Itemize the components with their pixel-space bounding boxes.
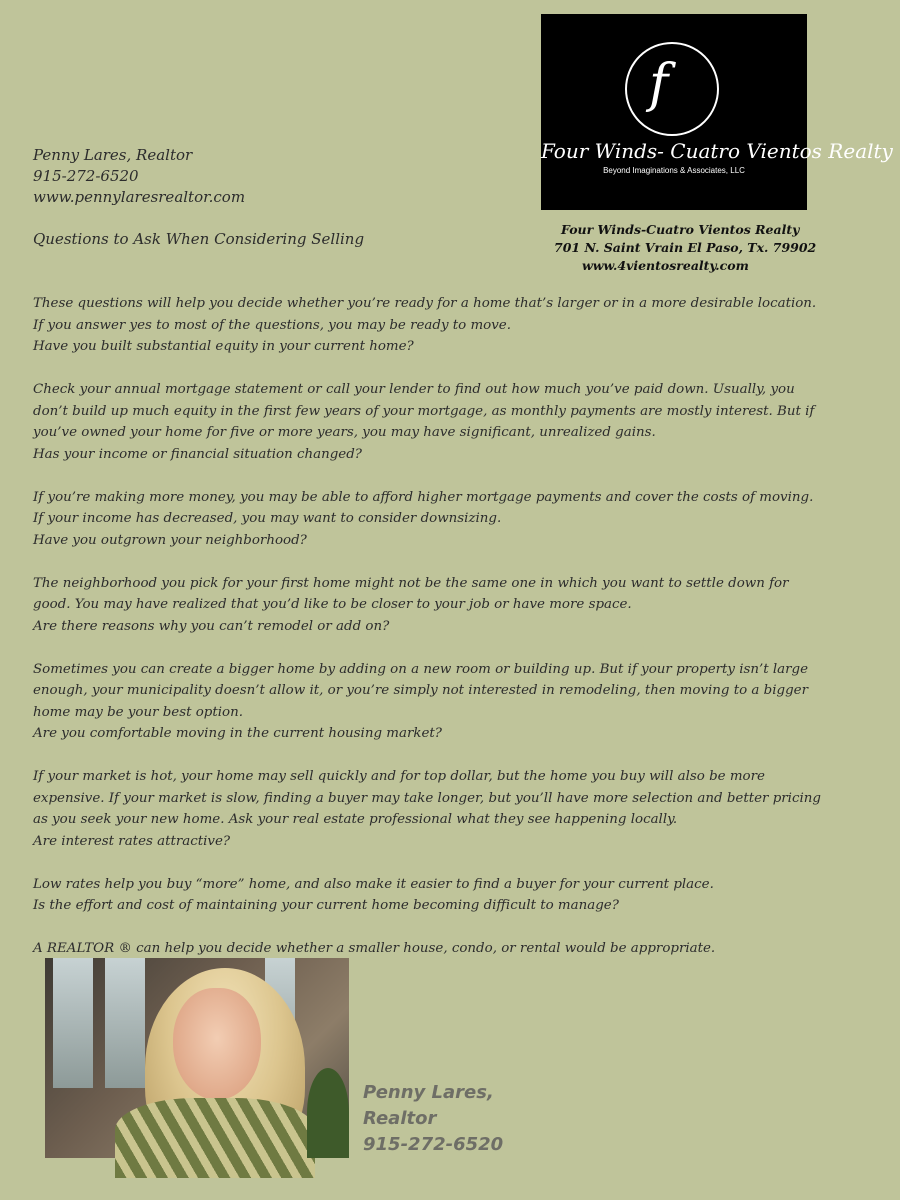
photo-plant	[307, 1068, 349, 1158]
photo-shirt	[115, 1098, 315, 1178]
answer-2: If you’re making more money, you may be able to afford higher mortgage payments and cover the costs of moving. If your income has decreased, you may want to consider downsizing.	[33, 489, 814, 526]
agent-website[interactable]: www.pennylaresrealtor.com	[33, 188, 246, 206]
signature-title: Realtor	[363, 1108, 437, 1129]
logo-tagline: Beyond Imaginations & Associates, LLC	[603, 166, 745, 175]
answer-6: Low rates help you buy “more” home, and also make it easier to find a buyer for your current place.	[33, 876, 714, 892]
answer-1: Check your annual mortgage statement or call your lender to find out how much you’ve paid down. Usually, you don’t build up much equity in the first few years of your mortgage, as monthly payments are mostly interest. But if you’ve owned your home for five or more years, you may have significant, unrealized gains.	[33, 382, 815, 440]
question-4: Are there reasons why you can’t remodel or add on?	[33, 618, 390, 634]
closing-paragraph: A REALTOR ® can help you decide whether a smaller house, condo, or rental would be appropriate.	[33, 941, 716, 956]
agent-name: Penny Lares, Realtor	[33, 146, 193, 164]
signature-name: Penny Lares,	[363, 1082, 494, 1103]
company-logo	[541, 14, 893, 210]
company-address: 701 N. Saint Vrain El Paso, Tx. 79902	[554, 240, 817, 255]
photo-window	[53, 958, 93, 1088]
answer-5: If your market is hot, your home may sell quickly and for top dollar, but the home you buy will also be more expensive. If your market is slow, finding a buyer may take longer, but you’ll have more selection and better pricing as you seek your new home. Ask your real estate professional what they see happening locally.	[33, 769, 821, 827]
photo-window	[105, 958, 145, 1088]
logo-circle-icon	[625, 42, 719, 136]
signature-phone: 915-272-6520	[363, 1134, 504, 1155]
logo-monogram: f	[649, 54, 669, 114]
question-1: Have you built substantial equity in your current home?	[33, 339, 414, 354]
agent-photo	[45, 958, 349, 1158]
company-info	[548, 221, 816, 275]
signature-block	[363, 1080, 503, 1158]
question-7: Is the effort and cost of maintaining your current home becoming difficult to manage?	[33, 898, 619, 913]
photo-face	[173, 988, 261, 1100]
company-website[interactable]: www.4vientosrealty.com	[582, 258, 749, 273]
question-6: Are interest rates attractive?	[33, 833, 231, 849]
answer-3: The neighborhood you pick for your first home might not be the same one in which you want to settle down for good. You may have realized that you’d like to be closer to your job or have more space.	[33, 575, 789, 612]
intro-paragraph: These questions will help you decide whether you’re ready for a home that’s larger or in a more desirable location. If you answer yes to most of the questions, you may be ready to move.	[33, 296, 817, 333]
company-name: Four Winds-Cuatro Vientos Realty	[561, 222, 800, 237]
article-body	[33, 293, 823, 981]
answer-4: Sometimes you can create a bigger home by adding on a new room or building up. But if your property isn’t large enough, your municipality doesn’t allow it, or you’re simply not interested in remodeling, then moving to a bigger home may be your best option.	[33, 661, 809, 720]
question-2: Has your income or financial situation changed?	[33, 446, 362, 462]
question-5: Are you comfortable moving in the current housing market?	[33, 726, 442, 741]
logo-brand-name: Four Winds- Cuatro Vientos Realty	[541, 139, 893, 163]
document-title: Questions to Ask When Considering Selling	[33, 230, 365, 248]
question-3: Have you outgrown your neighborhood?	[33, 532, 307, 548]
agent-phone: 915-272-6520	[33, 167, 139, 185]
agent-contact-block	[33, 145, 245, 208]
